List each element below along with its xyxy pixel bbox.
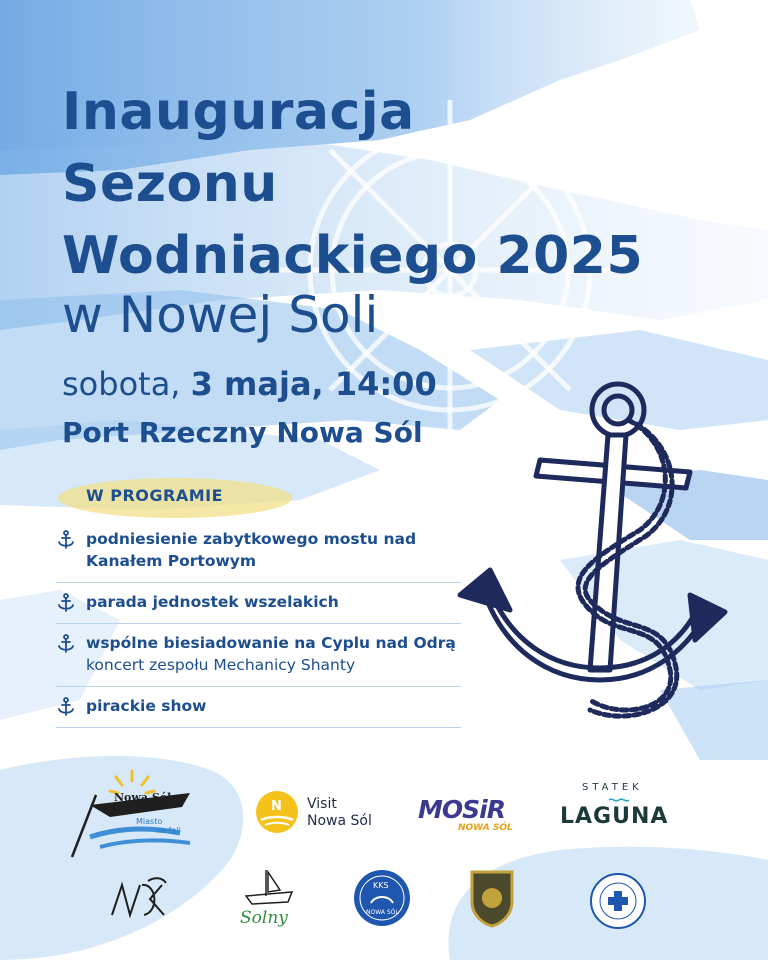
list-item — [56, 583, 461, 624]
item-text-2: Kanałem Portowym — [86, 552, 257, 570]
laguna-name: LAGUNA — [560, 804, 669, 829]
visit-line-2: Nowa Sól — [307, 813, 372, 829]
item-text: pirackie show — [86, 697, 207, 715]
kks-name: KKS — [373, 881, 389, 890]
ndk-logo — [108, 875, 168, 920]
anchor-icon — [56, 697, 76, 717]
anchor-icon — [56, 634, 76, 654]
event-title — [62, 76, 643, 292]
kks-sub: NOWA SÓL — [366, 909, 399, 916]
anchor-illustration — [440, 380, 740, 740]
program-list — [56, 520, 461, 728]
nowa-sol-name: Nowa Sól — [114, 791, 172, 804]
wopr-logo — [590, 873, 646, 929]
nowa-sol-logo — [70, 765, 210, 860]
event-subtitle: w Nowej Soli — [62, 286, 379, 344]
mosir-logo — [418, 795, 538, 840]
statek-label: STATEK — [582, 782, 643, 793]
visit-mark: N — [271, 799, 282, 814]
statek-laguna-logo — [560, 782, 675, 837]
item-subtext: koncert zespołu Mechanicy Shanty — [86, 656, 356, 674]
item-text: podniesienie zabytkowego mostu nad — [86, 530, 417, 548]
nowa-sol-tagline-2: na fali — [156, 826, 181, 835]
title-line-1: Inauguracja — [62, 82, 415, 142]
item-text: parada jednostek wszelakich — [86, 593, 339, 611]
anchor-icon — [56, 593, 76, 613]
list-item — [56, 624, 461, 687]
solny-logo — [236, 866, 302, 932]
visit-nowa-sol-logo — [255, 790, 385, 840]
list-item — [56, 520, 461, 583]
mosir-sub: NOWA SÓL — [458, 823, 513, 833]
program-heading: W PROGRAMIE — [86, 486, 224, 505]
date-main: 3 maja, 14:00 — [190, 365, 437, 403]
date-weekday: sobota, — [62, 365, 181, 403]
visit-line-1: Visit — [307, 796, 337, 812]
nowa-sol-tagline-1: Miasto — [136, 817, 163, 826]
solny-name: Solny — [240, 908, 288, 928]
police-badge-logo — [466, 868, 518, 928]
kks-logo — [353, 869, 411, 927]
item-text: wspólne biesiadowanie na Cyplu nad Odrą — [86, 634, 456, 652]
event-place: Port Rzeczny Nowa Sól — [62, 416, 423, 449]
title-line-3: Wodniackiego 2025 — [62, 226, 644, 286]
wave-icon — [608, 796, 630, 804]
event-date — [62, 362, 437, 406]
title-line-2: Sezonu — [62, 154, 278, 214]
list-item — [56, 687, 461, 728]
mosir-name: MOSiR — [418, 795, 505, 824]
anchor-icon — [56, 530, 76, 550]
